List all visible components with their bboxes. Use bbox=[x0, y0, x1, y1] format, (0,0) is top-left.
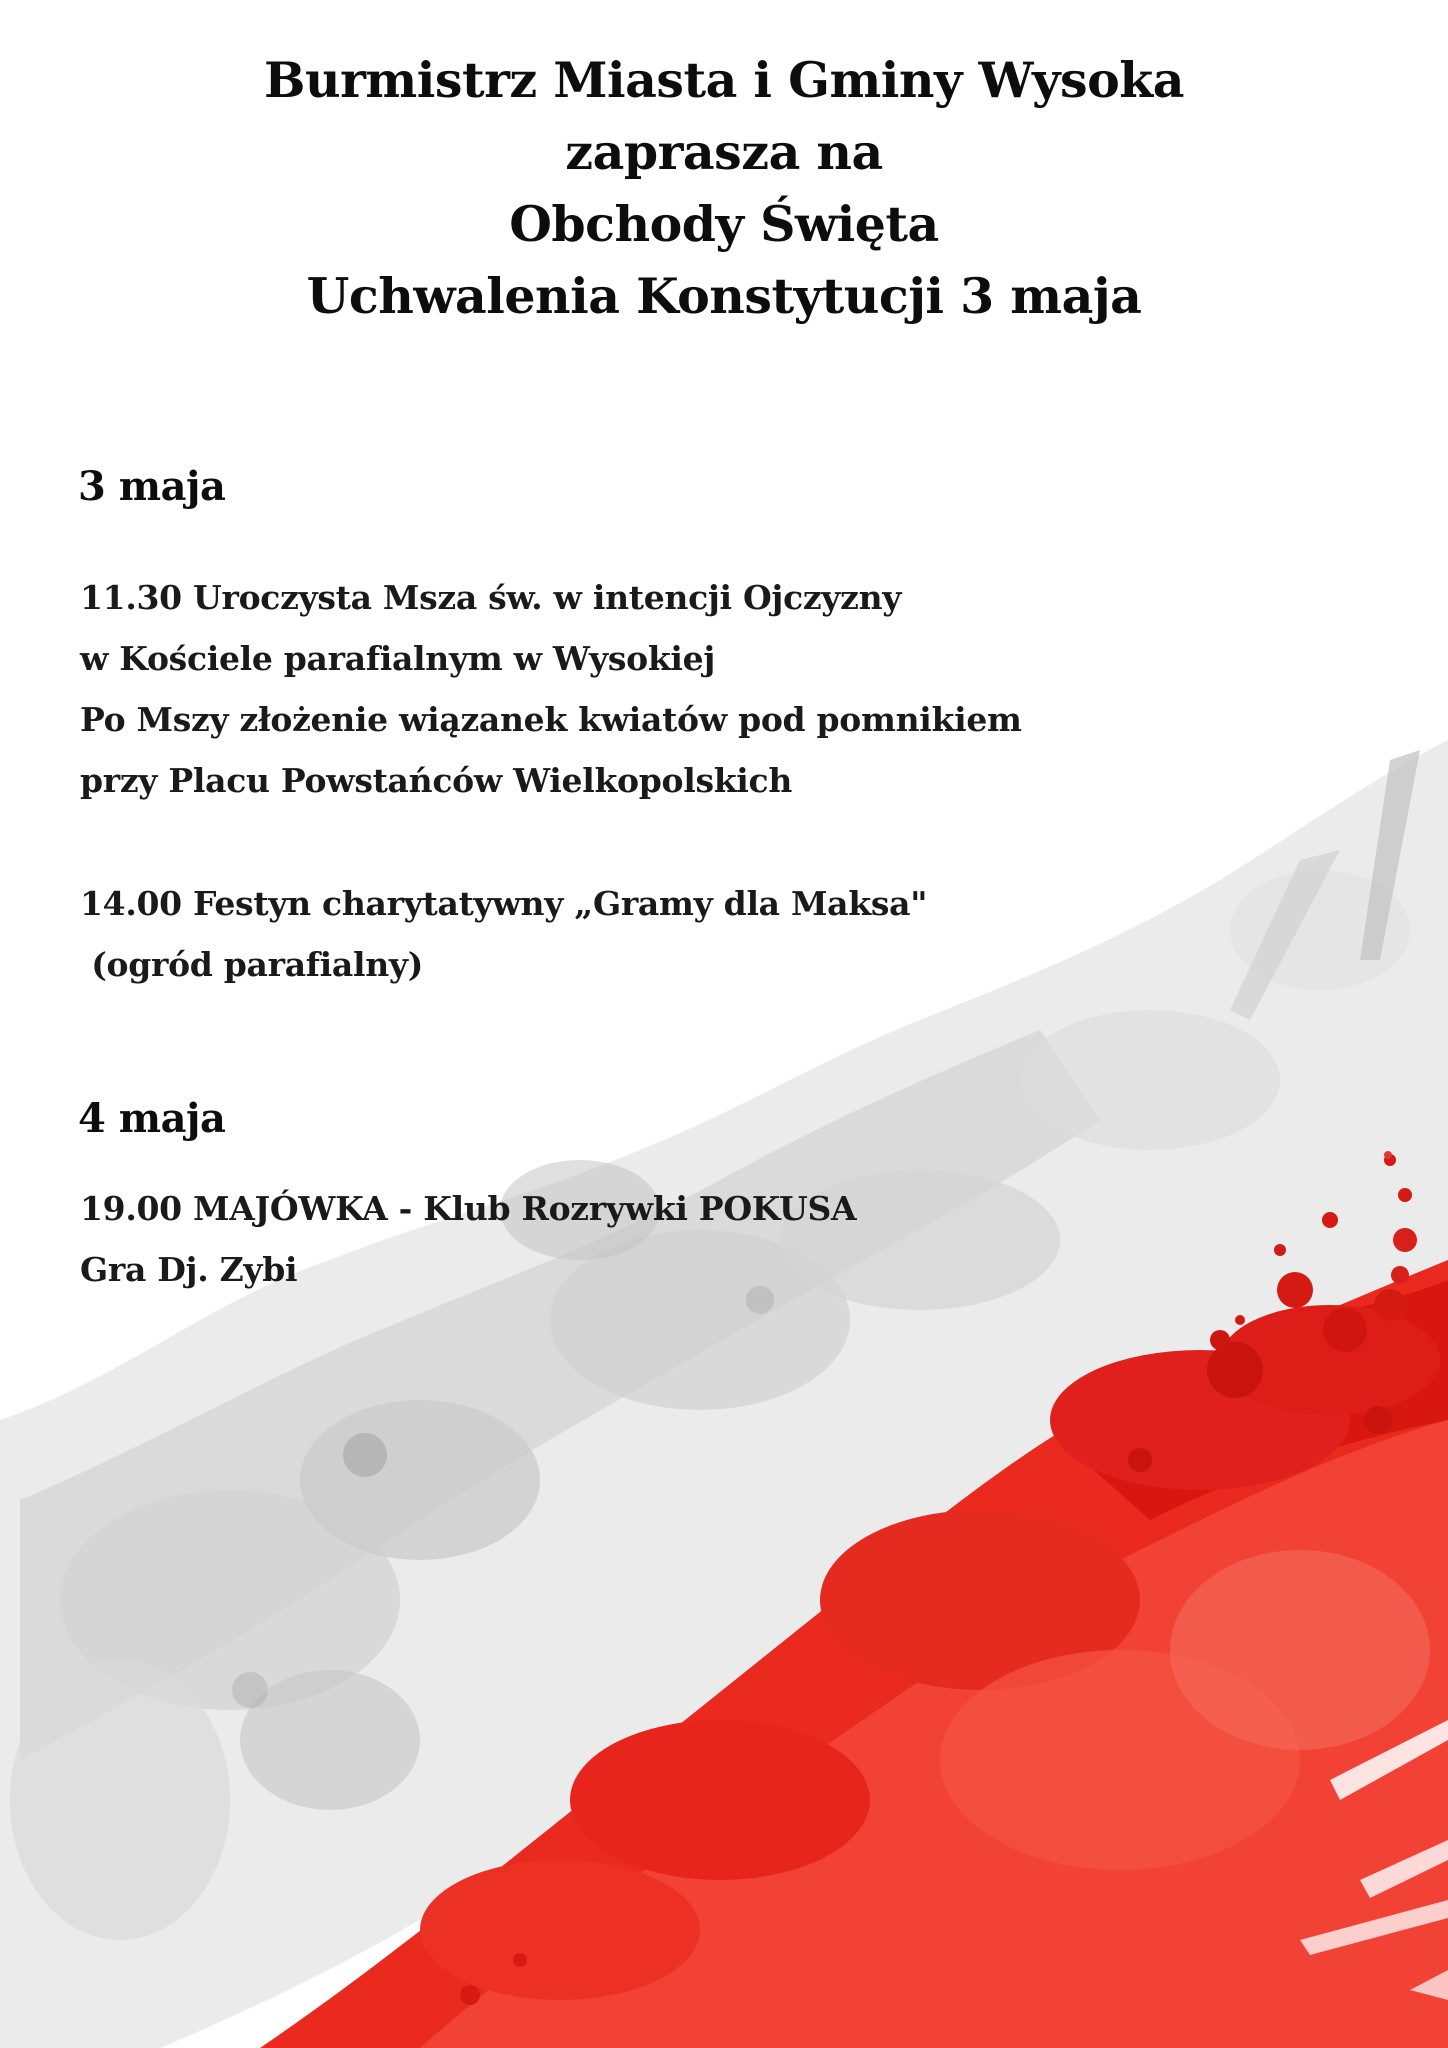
day-heading-4-maja: 4 maja bbox=[78, 1095, 226, 1142]
event-festyn bbox=[80, 873, 1180, 995]
header-line: Obchody Święta bbox=[509, 195, 939, 253]
poster-header bbox=[0, 44, 1448, 332]
header-line: Uchwalenia Konstytucji 3 maja bbox=[306, 267, 1142, 325]
event-line: Gra Dj. Zybi bbox=[80, 1250, 298, 1289]
event-line: w Kościele parafialnym w Wysokiej bbox=[80, 639, 715, 678]
event-line: 14.00 Festyn charytatywny „Gramy dla Maksa" bbox=[80, 884, 928, 923]
header-line: Burmistrz Miasta i Gminy Wysoka bbox=[264, 51, 1184, 109]
event-line: 11.30 Uroczysta Msza św. w intencji Ojczyzny bbox=[80, 578, 902, 617]
event-line: Po Mszy złożenie wiązanek kwiatów pod pomnikiem bbox=[80, 700, 1022, 739]
event-mass bbox=[80, 567, 1180, 811]
event-majowka bbox=[80, 1178, 1180, 1300]
event-line: (ogród parafialny) bbox=[80, 945, 424, 984]
event-line: 19.00 MAJÓWKA - Klub Rozrywki POKUSA bbox=[80, 1189, 857, 1228]
day-heading-3-maja: 3 maja bbox=[78, 463, 226, 510]
event-line: przy Placu Powstańców Wielkopolskich bbox=[80, 761, 793, 800]
header-line: zaprasza na bbox=[565, 123, 883, 181]
